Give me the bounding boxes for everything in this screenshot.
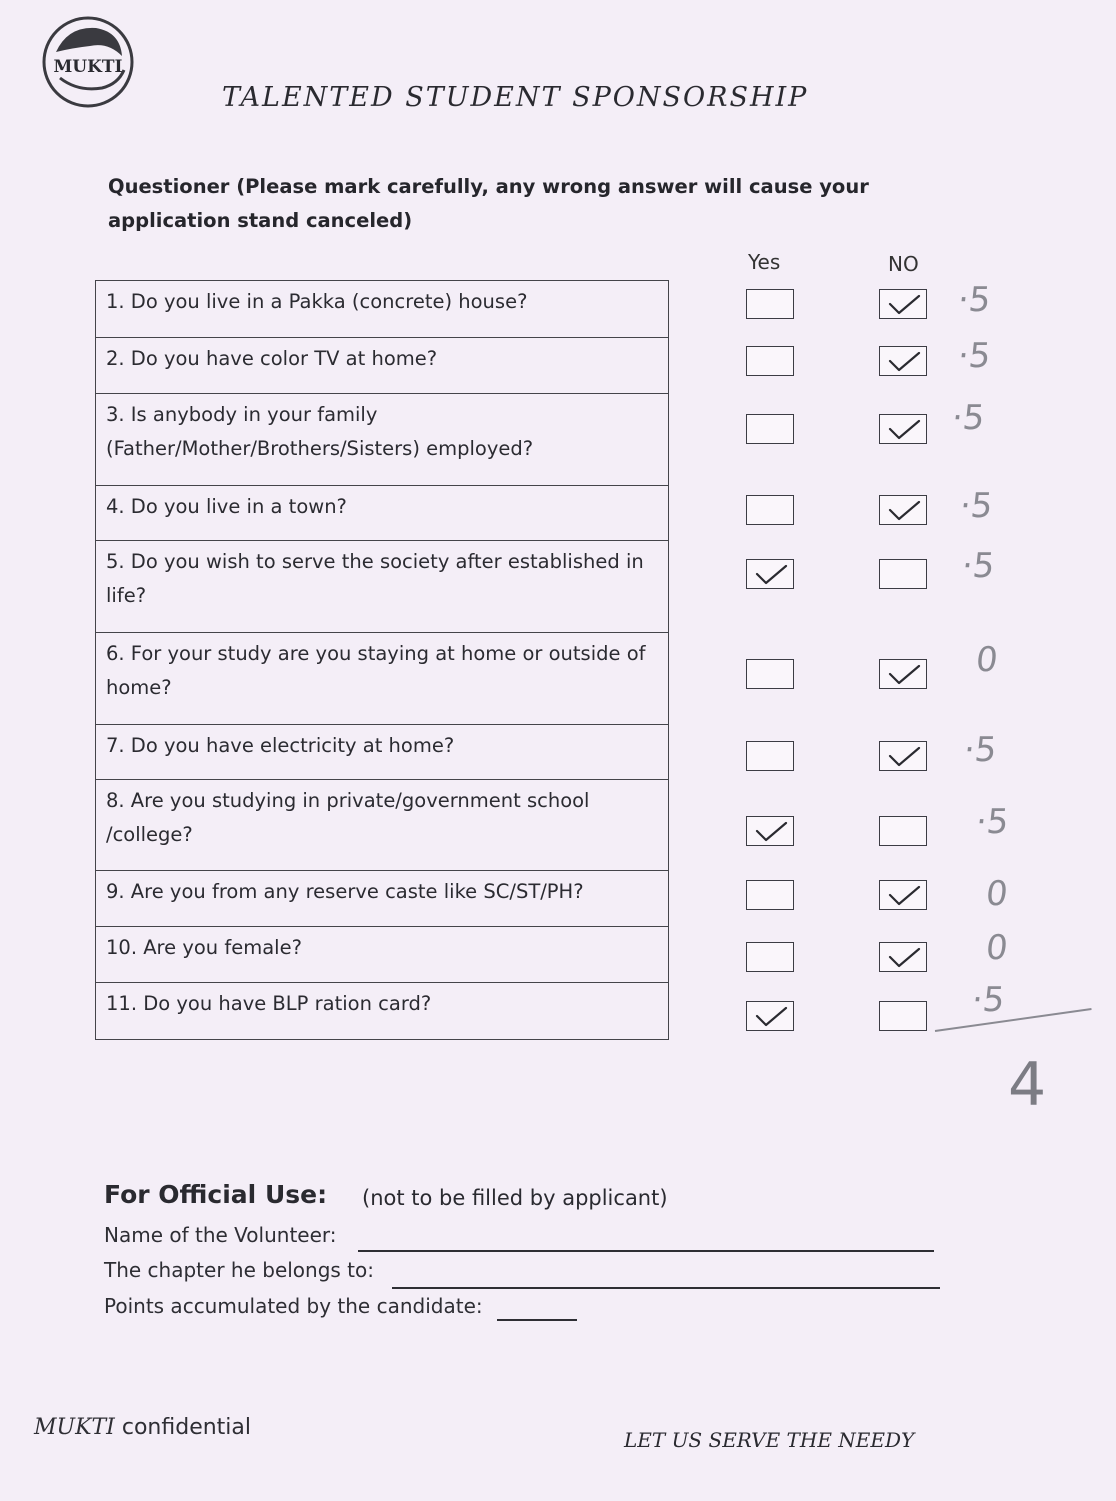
checkbox-no-q8[interactable] (879, 816, 927, 846)
checkbox-no-q6[interactable] (879, 659, 927, 689)
checkbox-no-q11[interactable] (879, 1001, 927, 1031)
score-mark-1: ·5 (955, 280, 993, 320)
question-row-1: 1. Do you live in a Pakka (concrete) house? (96, 281, 668, 338)
checkbox-yes-q7[interactable] (746, 741, 794, 771)
checkbox-no-q1[interactable] (879, 289, 927, 319)
score-mark-5: ·5 (959, 546, 997, 586)
score-mark-9: 0 (983, 874, 1010, 914)
checkmark-icon (880, 943, 928, 973)
question-table (95, 280, 669, 1040)
checkbox-no-q7[interactable] (879, 741, 927, 771)
total-underline (935, 1008, 1092, 1032)
question-row-7: 7. Do you have electricity at home? (96, 725, 668, 780)
footer-tagline: LET US SERVE THE NEEDY (624, 1428, 915, 1452)
checkbox-yes-q1[interactable] (746, 289, 794, 319)
score-mark-8: ·5 (973, 802, 1011, 842)
official-use-note: (not to be filled by applicant) (362, 1186, 668, 1210)
checkmark-icon (747, 817, 795, 847)
checkmark-icon (880, 347, 928, 377)
checkbox-yes-q2[interactable] (746, 346, 794, 376)
question-row-11: 11. Do you have BLP ration card? (106, 992, 432, 1015)
checkmark-icon (747, 560, 795, 590)
checkbox-yes-q5[interactable] (746, 559, 794, 589)
question-row-4: 4. Do you live in a town? (96, 486, 668, 541)
column-header-yes: Yes (748, 250, 781, 274)
checkmark-icon (880, 881, 928, 911)
checkmark-icon (880, 660, 928, 690)
official-use-heading: For Official Use: (104, 1180, 328, 1209)
checkmark-icon (747, 1002, 795, 1032)
logo-text: MUKTI (53, 57, 123, 77)
question-row-10: 10. Are you female? (96, 927, 668, 983)
checkbox-yes-q8[interactable] (746, 816, 794, 846)
total-score: 4 (1008, 1050, 1047, 1120)
points-label: Points accumulated by the candidate: (104, 1294, 483, 1318)
checkbox-no-q4[interactable] (879, 495, 927, 525)
question-row-8: 8. Are you studying in private/government school /college? (96, 780, 668, 871)
checkbox-yes-q6[interactable] (746, 659, 794, 689)
page-title: TALENTED STUDENT SPONSORSHIP (222, 82, 809, 113)
question-row-2: 2. Do you have color TV at home? (96, 338, 668, 394)
checkbox-yes-q11[interactable] (746, 1001, 794, 1031)
score-mark-4: ·5 (957, 486, 995, 526)
checkbox-no-q5[interactable] (879, 559, 927, 589)
score-mark-7: ·5 (961, 730, 999, 770)
checkbox-yes-q9[interactable] (746, 880, 794, 910)
question-row-5: 5. Do you wish to serve the society after established in life? (96, 541, 668, 633)
checkbox-no-q3[interactable] (879, 414, 927, 444)
checkbox-yes-q4[interactable] (746, 495, 794, 525)
score-mark-6: 0 (973, 640, 1000, 680)
checkmark-icon (880, 415, 928, 445)
score-mark-3: ·5 (949, 398, 987, 438)
score-mark-2: ·5 (955, 336, 993, 376)
checkbox-no-q9[interactable] (879, 880, 927, 910)
points-line[interactable] (497, 1319, 577, 1321)
checkbox-no-q2[interactable] (879, 346, 927, 376)
mukti-logo (38, 12, 138, 112)
checkmark-icon (880, 290, 928, 320)
checkmark-icon (880, 742, 928, 772)
footer-confidential-text: confidential (121, 1415, 252, 1440)
volunteer-name-label: Name of the Volunteer: (104, 1223, 337, 1247)
footer-confidential (34, 1415, 251, 1440)
chapter-label: The chapter he belongs to: (104, 1258, 374, 1282)
chapter-line[interactable] (392, 1287, 940, 1289)
footer-brand: MUKTI (34, 1415, 115, 1440)
column-header-no: NO (888, 252, 919, 276)
question-row-3: 3. Is anybody in your family (Father/Mother/Brothers/Sisters) employed? (96, 394, 668, 486)
checkmark-icon (880, 496, 928, 526)
checkbox-yes-q3[interactable] (746, 414, 794, 444)
score-mark-10: 0 (983, 928, 1010, 968)
question-row-6: 6. For your study are you staying at home or outside of home? (96, 633, 668, 725)
checkbox-no-q10[interactable] (879, 942, 927, 972)
instructions-text: Questioner (Please mark carefully, any wrong answer will cause your application stand canceled) (108, 175, 869, 232)
score-mark-11: ·5 (969, 980, 1007, 1020)
volunteer-name-line[interactable] (358, 1250, 934, 1252)
checkbox-yes-q10[interactable] (746, 942, 794, 972)
question-row-9: 9. Are you from any reserve caste like SC/ST/PH? (96, 871, 668, 927)
